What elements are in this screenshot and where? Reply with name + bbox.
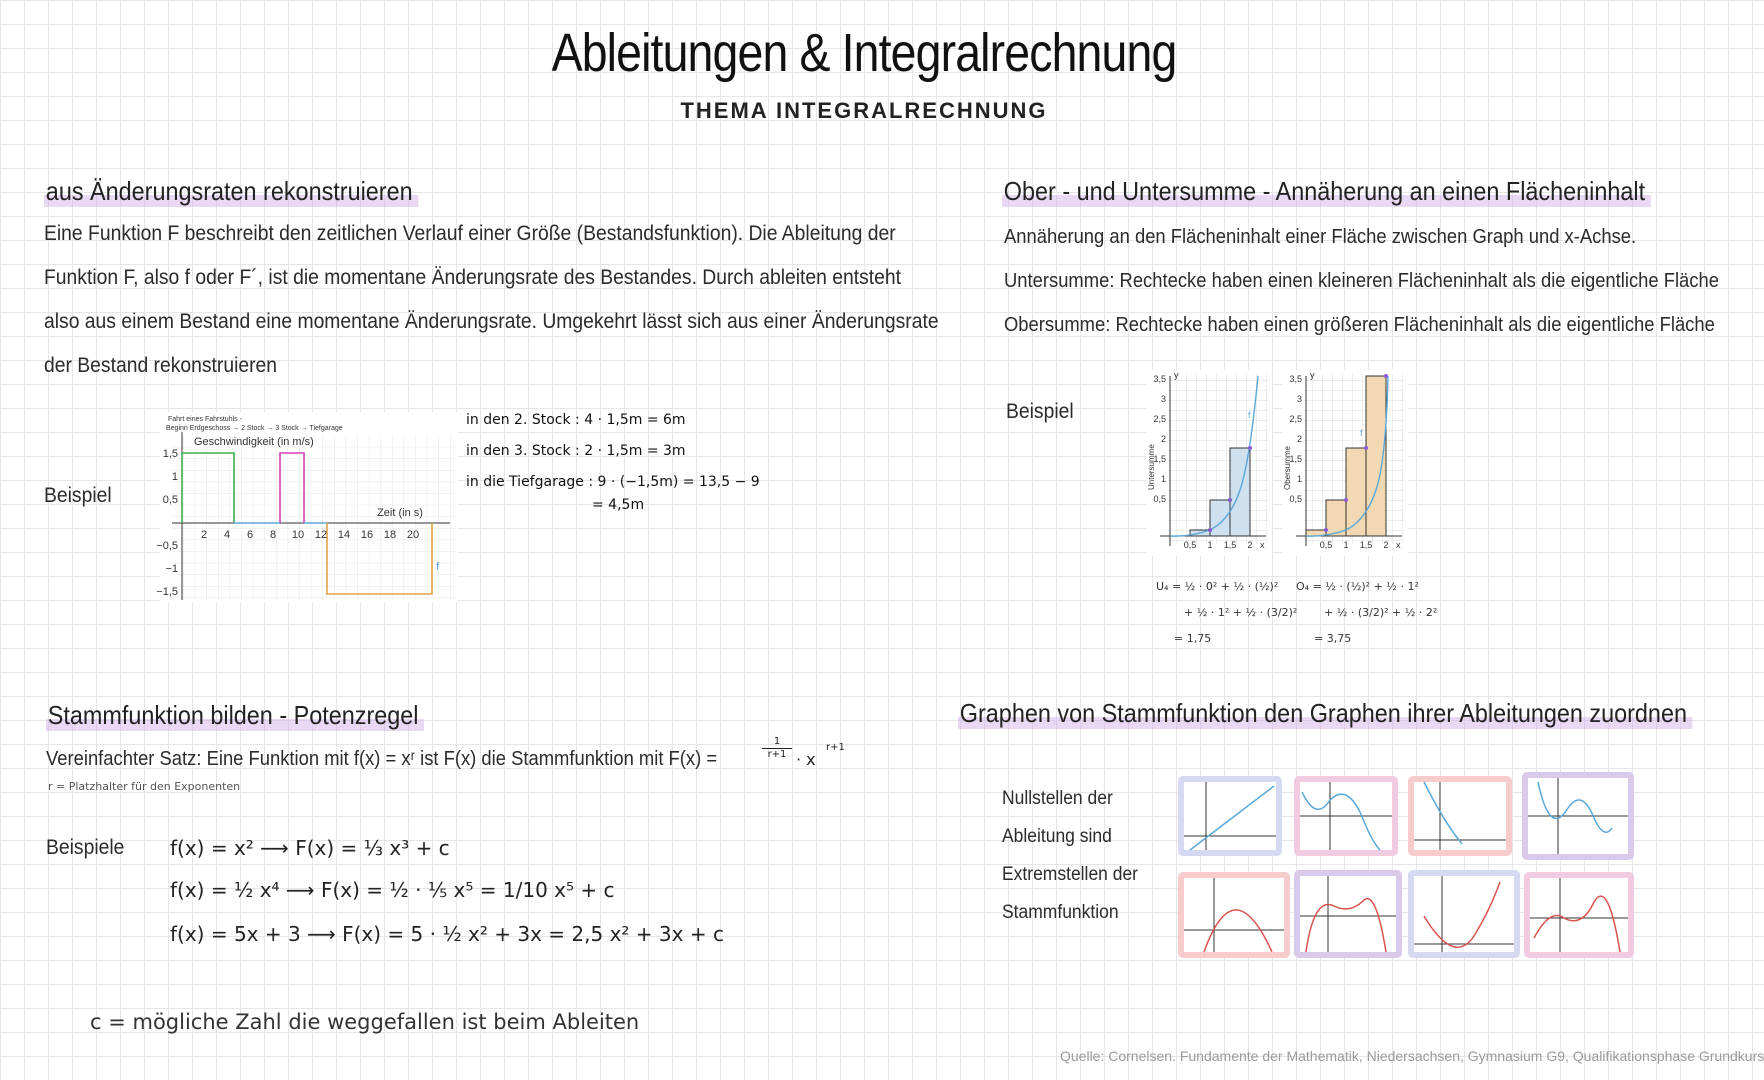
potenzregel-example-2: f(x) = ½ x⁴ ⟶ F(x) = ½ · ⅕ x⁵ = 1/10 x⁵ + c [170, 878, 615, 902]
graph3-y-letter: y [1310, 370, 1315, 380]
graph3-xtick: 1 [1343, 540, 1349, 550]
untersumme-graph [1146, 370, 1272, 556]
page-subtitle: THEMA INTEGRALRECHNUNG [680, 98, 1048, 123]
graph2-xtick: 0,5 [1183, 540, 1197, 550]
obersumme-formula [1296, 574, 1437, 652]
obersumme-formula-1: O₄ = ½ · (½)² + ½ · 1² [1296, 580, 1419, 593]
thumb-graph-5 [1178, 872, 1290, 958]
potenzregel-fraction [762, 736, 792, 761]
section-heading-potenzregel: Stammfunktion bilden - Potenzregel [46, 700, 424, 731]
section1-line-1: Eine Funktion F beschreibt den zeitlichen Verlauf einer Größe (Bestandsfunktion). Die Ableitung der [44, 222, 896, 245]
potenzregel-note: r = Platzhalter für den Exponenten [48, 780, 241, 793]
graph3-xtick: 0,5 [1319, 540, 1333, 550]
page-title: Ableitungen & Integralrechnung [551, 23, 1177, 83]
graph1-xtick: 12 [314, 529, 328, 541]
obersumme-axis-label: Obersumme [1283, 445, 1292, 490]
potenzregel-exponent: r+1 [826, 742, 845, 753]
graph1-xtick: 10 [291, 529, 305, 541]
graph3-ytick: 1,5 [1289, 454, 1302, 464]
potenzregel-rule: Vereinfachter Satz: Eine Funktion mit f(x) = xʳ ist F(x) die Stammfunktion mit F(x) = [46, 748, 718, 770]
section-heading-graphen-zuordnen: Graphen von Stammfunktion den Graphen ihrer Ableitungen zuordnen [958, 698, 1692, 729]
source-citation: Quelle: Cornelsen. Fundamente der Mathematik, Niedersachsen, Gymnasium G9, Qualifikationsphase Grundkurs [1060, 1048, 1764, 1064]
thumb-graph-6 [1294, 870, 1402, 958]
graph2-ytick: 3 [1160, 394, 1166, 404]
section1-example-label: Beispiel [44, 484, 112, 507]
potenzregel-example-3: f(x) = 5x + 3 ⟶ F(x) = 5 · ½ x² + 3x = 2,5 x² + 3x + c [170, 922, 724, 946]
section2-example-label: Beispiel [1006, 400, 1074, 423]
section2-line-2: Untersumme: Rechtecke haben einen kleineren Flächeninhalt als die eigentliche Fläche [1004, 270, 1719, 292]
untersumme-formula-2: + ½ · 1² + ½ · (3/2)² [1184, 606, 1298, 619]
graph1-xtick: 20 [406, 529, 420, 541]
graph3-f-label: f [1360, 428, 1363, 438]
graph2-ytick: 3,5 [1153, 374, 1166, 384]
graph1-ytick: −1,5 [156, 586, 178, 598]
graph3-ytick: 2,5 [1289, 414, 1302, 424]
c-note: c = mögliche Zahl die weggefallen ist beim Ableiten [90, 1010, 640, 1034]
graph1-xtick: 4 [223, 529, 231, 541]
section4-line-3: Extremstellen der [1002, 864, 1139, 885]
elevator-velocity-graph [156, 412, 458, 602]
section4-line-4: Stammfunktion [1002, 902, 1119, 923]
graph3-x-letter: x [1396, 540, 1401, 550]
section2-line-3: Obersumme: Rechtecke haben einen größeren Flächeninhalt als die eigentliche Fläche [1004, 314, 1715, 336]
graph1-ytick: 1,5 [162, 448, 178, 460]
obersumme-result: = 3,75 [1314, 632, 1352, 645]
section-heading-obersumme: Ober - und Untersumme - Annäherung an einen Flächeninhalt [1002, 176, 1650, 207]
untersumme-axis-label: Untersumme [1147, 444, 1156, 490]
graph2-f-label: f [1248, 410, 1251, 420]
graph2-ytick: 2,5 [1153, 414, 1166, 424]
graph3-ytick: 3 [1296, 394, 1302, 404]
graph1-f-label: f [436, 561, 440, 573]
section1-line-3: also aus einem Bestand eine momentane Änderungsrate. Umgekehrt lässt sich aus einer Änderungsrate [44, 310, 939, 333]
graph1-xtick: 16 [360, 529, 374, 541]
section4-line-1: Nullstellen der [1002, 788, 1113, 809]
section4-line-2: Ableitung sind [1002, 826, 1112, 847]
thumb-graph-1 [1178, 776, 1282, 856]
untersumme-formula [1156, 574, 1297, 652]
potenzregel-example-1: f(x) = x² ⟶ F(x) = ⅓ x³ + c [170, 836, 450, 860]
section1-line-4: der Bestand rekonstruieren [44, 354, 278, 377]
graph-matching-grid [1178, 776, 1634, 958]
graph1-xtick: 2 [200, 529, 208, 541]
graph1-xtick: 18 [383, 529, 397, 541]
potenzregel-tail: · x [796, 750, 816, 769]
obersumme-formula-2: + ½ · (3/2)² + ½ · 2² [1324, 606, 1438, 619]
graph1-ytick: −1 [165, 563, 178, 575]
obersumme-graph [1282, 370, 1408, 556]
graph1-note-1: Fahrt eines Fahrstuhls - [168, 416, 242, 423]
graph1-ytick: 0,5 [162, 494, 178, 506]
section2-line-1: Annäherung an den Flächeninhalt einer Fläche zwischen Graph und x-Achse. [1004, 226, 1637, 248]
graph3-ytick: 3,5 [1289, 374, 1302, 384]
thumb-graph-4 [1522, 772, 1634, 860]
graph3-xtick: 2 [1383, 540, 1389, 550]
thumb-graph-7 [1408, 870, 1520, 958]
graph2-xtick: 2 [1247, 540, 1253, 550]
graph1-xtick: 8 [269, 529, 277, 541]
graph3-ytick: 2 [1296, 434, 1302, 444]
section-heading-rekonstruieren: aus Änderungsraten rekonstruieren [44, 176, 418, 207]
graph3-ytick: 0,5 [1289, 494, 1302, 504]
graph2-x-letter: x [1260, 540, 1265, 550]
graph2-y-letter: y [1174, 370, 1179, 380]
thumb-graph-8 [1524, 872, 1634, 958]
graph2-ytick: 1 [1160, 474, 1166, 484]
thumb-graph-2 [1294, 776, 1398, 856]
graph3-xtick: 1,5 [1359, 540, 1373, 550]
fraction-numerator: 1 [773, 736, 781, 747]
graph1-ytick: −0,5 [156, 540, 178, 552]
graph2-ytick: 2 [1160, 434, 1166, 444]
untersumme-result: = 1,75 [1174, 632, 1212, 645]
potenzregel-examples-label: Beispiele [46, 836, 125, 859]
fraction-denominator: r+1 [762, 748, 792, 761]
graph2-xtick: 1,5 [1223, 540, 1237, 550]
calc-line-4: = 4,5m [592, 497, 645, 513]
graph1-xtick: 14 [337, 529, 351, 541]
graph1-xlabel: Zeit (in s) [377, 507, 423, 519]
calc-line-3: in die Tiefgarage : 9 · (−1,5m) = 13,5 − 9 [466, 474, 760, 490]
graph2-ytick: 1,5 [1153, 454, 1166, 464]
untersumme-formula-1: U₄ = ½ · 0² + ½ · (½)² [1156, 580, 1279, 593]
graph1-note-2: Beginn Erdgeschoss → 2 Stock → 3 Stock → Tiefgarage [166, 425, 343, 432]
thumb-graph-3 [1408, 776, 1512, 856]
graph3-ytick: 1 [1296, 474, 1302, 484]
graph2-ytick: 0,5 [1153, 494, 1166, 504]
calc-line-2: in den 3. Stock : 2 · 1,5m = 3m [466, 443, 686, 459]
graph1-xtick: 6 [246, 529, 254, 541]
graph1-ytick: 1 [171, 471, 178, 483]
section1-line-2: Funktion F, also f oder F´, ist die momentane Änderungsrate des Bestandes. Durch ableiten entsteht [44, 266, 902, 289]
graph2-xtick: 1 [1207, 540, 1213, 550]
calc-line-1: in den 2. Stock : 4 · 1,5m = 6m [466, 412, 686, 428]
graph1-ylabel: Geschwindigkeit (in m/s) [194, 436, 314, 448]
